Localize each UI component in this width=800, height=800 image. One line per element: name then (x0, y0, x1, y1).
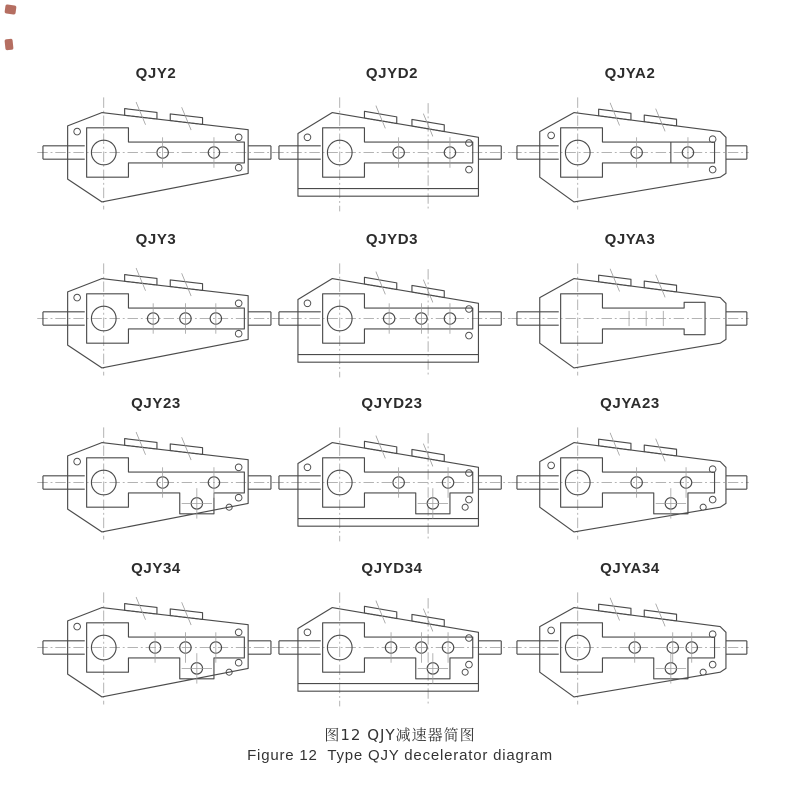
stain-mark (4, 4, 16, 14)
figure-drawing-qjy3 (37, 252, 275, 385)
figure-cell-qjy3 (37, 230, 275, 385)
figure-drawing-qjy34 (37, 581, 275, 714)
figure-drawing-qjya2 (511, 86, 749, 219)
figure-label: QJYA34 (600, 560, 660, 577)
figure-cell-qjya23 (511, 394, 749, 549)
figure-cell-qjyd23 (273, 394, 511, 549)
figure-drawing-qjyd2 (273, 86, 511, 219)
figure-label: QJYD34 (361, 560, 423, 577)
figure-label: QJY34 (131, 560, 181, 577)
figure-label: QJYD3 (365, 231, 419, 248)
figure-label: QJY3 (135, 231, 177, 248)
figure-cell-qjyd3 (273, 230, 511, 385)
figure-cell-qjy34 (37, 559, 275, 714)
figure-drawing-qjy2 (37, 86, 275, 219)
figure-cell-qjy23 (37, 394, 275, 549)
figure-drawing-qjya3 (511, 252, 749, 385)
figure-cell-qjyd34 (273, 559, 511, 714)
figure-label: QJYD23 (361, 395, 423, 412)
figure-drawing-qjya23 (511, 416, 749, 549)
figure-cell-qjya34 (511, 559, 749, 714)
figure-label: QJYD2 (365, 65, 419, 82)
figure-drawing-qjyd23 (273, 416, 511, 549)
figure-cell-qjyd2 (273, 64, 511, 219)
caption-chinese: 图12 QJY减速器简图 (324, 726, 476, 744)
figure-label: QJYA2 (604, 65, 656, 82)
figure-label: QJY23 (131, 395, 181, 412)
stain-mark (4, 39, 13, 51)
figure-drawing-qjy23 (37, 416, 275, 549)
caption-english: Figure 12 Type QJY decelerator diagram (247, 747, 553, 764)
figure-cell-qjya2 (511, 64, 749, 219)
figure-label: QJYA23 (600, 395, 660, 412)
figure-drawing-qjyd34 (273, 581, 511, 714)
figure-drawing-qjya34 (511, 581, 749, 714)
figure-drawing-qjyd3 (273, 252, 511, 385)
figure-cell-qjy2 (37, 64, 275, 219)
figure-cell-qjya3 (511, 230, 749, 385)
figure-label: QJYA3 (604, 231, 656, 248)
figure-label: QJY2 (135, 65, 177, 82)
